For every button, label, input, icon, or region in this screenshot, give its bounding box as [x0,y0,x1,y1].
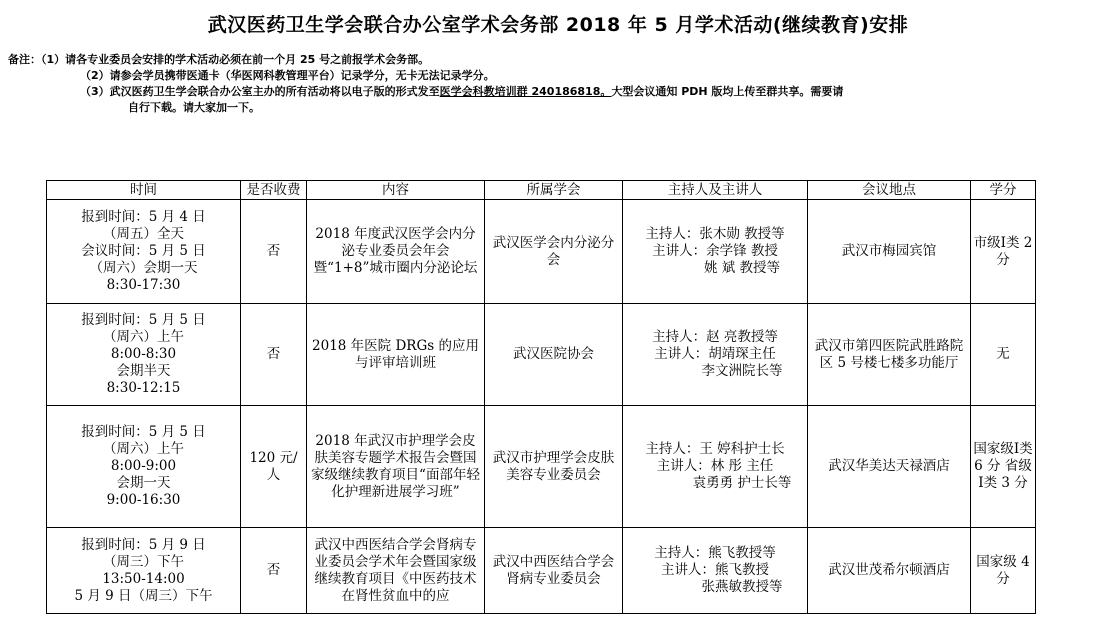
cell-credit: 市级Ⅰ类 2 分 [971,200,1036,304]
note-line-3 [0,84,1116,100]
cell-time [47,528,241,614]
time-line: 8:30-12:15 [106,380,181,396]
cell-fee: 否 [241,304,307,406]
table-row [47,406,1036,528]
time-line: （周六）会期一天 [89,260,198,276]
cell-hosts [623,406,808,528]
cell-fee: 120 元/人 [241,406,307,528]
time-line: 13:50-14:00 [102,570,185,587]
note-line-3-continued: 自行下载。请大家加一下。 [128,101,260,114]
note-line-3-text: （3）武汉医药卫生学会联合办公室主办的所有活动将以电子版的形式发至 [80,85,440,98]
cell-hosts [623,304,808,406]
cell-credit: 国家级 4 分 [971,528,1036,614]
time-line: （周五）全天 [103,226,184,242]
time-line: 会期一天 [116,475,171,491]
header-location: 会议地点 [808,181,971,200]
cell-society: 武汉医学会内分泌分会 [485,200,623,304]
time-line: （周三）下午 [103,553,184,570]
time-line: 报到时间：5 月 9 日 [81,536,206,553]
time-line: 会期半天 [116,363,171,379]
cell-location: 武汉市第四医院武胜路院区 5 号楼七楼多功能厅 [808,304,971,406]
host-line: 主讲人：熊飞教授 [661,562,769,578]
time-line: 9:00-16:30 [106,492,181,508]
time-line: （周六）上午 [103,441,184,457]
host-line: 主持人：赵 亮教授等 [652,329,778,345]
cell-hosts [623,200,808,304]
host-line: 张燕敏教授等 [647,579,783,595]
time-line: 8:30-17:30 [106,277,181,293]
cell-society: 武汉中西医结合学会肾病专业委员会 [485,528,623,614]
note-line-1: 备注：（1）请各专业委员会安排的学术活动必须在前一个月 25 号之前报学术会务部。 [8,53,430,66]
host-line: 李文洲院长等 [647,363,783,379]
time-line: 报到时间：5 月 5 日 [81,424,206,440]
cell-hosts [623,528,808,614]
header-credit: 学分 [971,181,1036,200]
header-content: 内容 [307,181,485,200]
header-society: 所属学会 [485,181,623,200]
note-line-3-text-end: 大型会议通知 PDH 版均上传至群共享。需要请 [611,85,844,98]
cell-fee: 否 [241,200,307,304]
table-header-row [47,181,1036,200]
table-row [47,528,1036,614]
content-text: 武汉中西医结合学会肾病专业委员会学术年会暨国家级继续教育项目《中医药技术在肾性贫血中的应 [314,536,477,604]
table-row [47,304,1036,406]
time-line: （周六）上午 [103,329,184,345]
cell-fee: 否 [241,528,307,614]
host-line: 主持人：张木勋 教授等 [645,226,785,242]
host-line: 主持人：熊飞教授等 [654,545,776,561]
schedule-table [46,180,1036,614]
cell-society: 武汉医院协会 [485,304,623,406]
time-line: 8:00-8:30 [110,346,177,362]
qq-group-number: 医学会科教培训群 240186818。 [439,85,612,98]
time-line: 报到时间：5 月 5 日 [81,312,206,328]
host-line: 姚 斌 教授等 [649,260,781,276]
cell-content: 2018 年医院 DRGs 的应用与评审培训班 [307,304,485,406]
page-title: 武汉医药卫生学会联合办公室学术会务部 2018 年 5 月学术活动(继续教育)安排 [207,14,909,36]
note-line-2: （2）请参会学员携带医通卡（华医网科教管理平台）记录学分，无卡无法记录学分。 [80,69,495,82]
cell-location: 武汉市梅园宾馆 [808,200,971,304]
host-line: 主讲人：林 彤 主任 [656,458,774,474]
cell-location: 武汉华美达天禄酒店 [808,406,971,528]
header-hosts: 主持人及主讲人 [623,181,808,200]
cell-time [47,304,241,406]
cell-location: 武汉世茂希尔顿酒店 [808,528,971,614]
header-time: 时间 [47,181,241,200]
host-line: 主讲人：胡靖琛主任 [654,346,776,362]
host-line: 主持人：王 婷科护士长 [645,441,785,457]
cell-credit: 无 [971,304,1036,406]
host-line: 袁勇勇 护士长等 [638,475,792,491]
host-line: 主讲人：余学锋 教授 [652,243,778,259]
time-line: 报到时间：5 月 4 日 [81,209,206,225]
cell-time [47,406,241,528]
time-line: 8:00-9:00 [110,458,177,474]
cell-content [307,528,485,614]
header-fee: 是否收费 [241,181,307,200]
notes-section [0,52,1116,116]
cell-content: 2018 年武汉市护理学会皮肤美容专题学术报告会暨国家级继续教育项目“面部年轻化护理新进展学习班” [307,406,485,528]
table-row [47,200,1036,304]
time-line: 会议时间：5 月 5 日 [81,243,206,259]
cell-content: 2018 年度武汉医学会内分泌专业委员会年会暨“1+8”城市圈内分泌论坛 [307,200,485,304]
cell-credit: 国家级Ⅰ类 6 分 省级Ⅰ类 3 分 [971,406,1036,528]
cell-time [47,200,241,304]
cell-society: 武汉市护理学会皮肤美容专业委员会 [485,406,623,528]
time-line: 5 月 9 日（周三）下午 [74,587,213,604]
